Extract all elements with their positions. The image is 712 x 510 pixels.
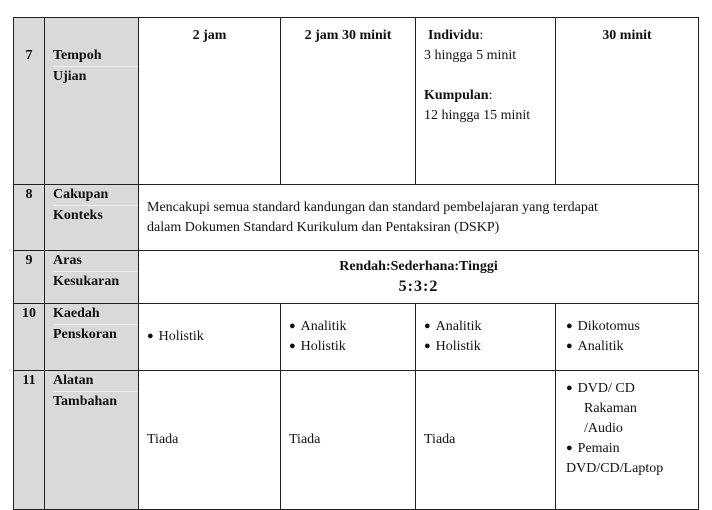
row-label	[45, 18, 139, 185]
table-cell	[281, 18, 416, 185]
row-label-line: Aras	[53, 251, 139, 272]
table-cell	[139, 18, 281, 185]
row-number: 10	[14, 304, 45, 371]
kumpulan-line	[424, 86, 547, 106]
row-label	[45, 304, 139, 371]
bullet-item: ● Dikotomus	[566, 317, 690, 337]
individu-label: Individu	[428, 28, 480, 43]
row-label-line: Tempoh	[53, 46, 139, 67]
row-number: 9	[14, 251, 45, 304]
table-row	[14, 18, 699, 185]
row-label-line: Penskoran	[53, 327, 117, 342]
cell-text: Tiada	[147, 432, 179, 447]
cell-text-line: dalam Dokumen Standard Kurikulum dan Pentaksiran (DSKP)	[147, 219, 500, 235]
bullet-continuation: DVD/CD/Laptop	[566, 461, 664, 476]
individu-line	[424, 26, 547, 46]
table-cell	[139, 371, 281, 510]
table-cell	[139, 304, 281, 371]
row-label-line: Ujian	[53, 69, 87, 84]
cell-text: 2 jam 30 minit	[304, 28, 392, 43]
row-label-line: Kaedah	[53, 304, 139, 325]
table-cell	[556, 371, 699, 510]
table-cell-merged	[139, 185, 699, 251]
kumpulan-colon: :	[488, 88, 493, 103]
table-cell	[416, 371, 556, 510]
individu-colon: :	[479, 28, 484, 43]
table-cell	[556, 18, 699, 185]
table-cell	[281, 304, 416, 371]
bullet-continuation: Rakaman	[584, 401, 637, 416]
bullet-item: ● Holistik	[289, 337, 407, 357]
row-label	[45, 371, 139, 510]
individu-value: 3 hingga 5 minit	[424, 48, 517, 63]
bullet-item: ● Pemain	[566, 439, 690, 459]
cell-text: Tiada	[289, 432, 321, 447]
table-row	[14, 371, 699, 510]
difficulty-heading: Rendah:Sederhana:Tinggi	[339, 259, 498, 274]
row-label-line: Tambahan	[53, 394, 118, 409]
row-number: 7	[14, 18, 45, 185]
bullet-item: ● Analitik	[566, 337, 690, 357]
kumpulan-value: 12 hingga 15 minit	[424, 108, 531, 123]
row-label-line: Kesukaran	[53, 274, 120, 289]
table-row	[14, 304, 699, 371]
bullet-continuation: /Audio	[584, 421, 623, 436]
table-cell	[416, 18, 556, 185]
table-cell-merged	[139, 251, 699, 304]
table-cell	[556, 304, 699, 371]
row-label-line: Cakupan	[53, 185, 139, 206]
cell-text: Tiada	[424, 432, 456, 447]
cell-text: 30 minit	[602, 28, 652, 43]
row-number: 8	[14, 185, 45, 251]
bullet-item: ● DVD/ CD	[566, 379, 690, 399]
row-label-line: Alatan	[53, 371, 139, 392]
kumpulan-label: Kumpulan	[424, 88, 489, 103]
row-label	[45, 251, 139, 304]
cell-text-line: Mencakupi semua standard kandungan dan standard pembelajaran yang terdapat	[147, 199, 598, 215]
bullet-item: ● Analitik	[424, 317, 547, 337]
specification-table	[13, 17, 699, 510]
bullet-item: ● Holistik	[424, 337, 547, 357]
table-row	[14, 251, 699, 304]
row-label	[45, 185, 139, 251]
table-row	[14, 185, 699, 251]
table-cell	[281, 371, 416, 510]
bullet-item: ● Holistik	[147, 327, 272, 347]
cell-text: 2 jam	[192, 28, 227, 43]
table-cell	[416, 304, 556, 371]
difficulty-ratio: 5:3:2	[398, 278, 439, 295]
row-label-line: Konteks	[53, 208, 103, 223]
bullet-item: ● Analitik	[289, 317, 407, 337]
row-number: 11	[14, 371, 45, 510]
